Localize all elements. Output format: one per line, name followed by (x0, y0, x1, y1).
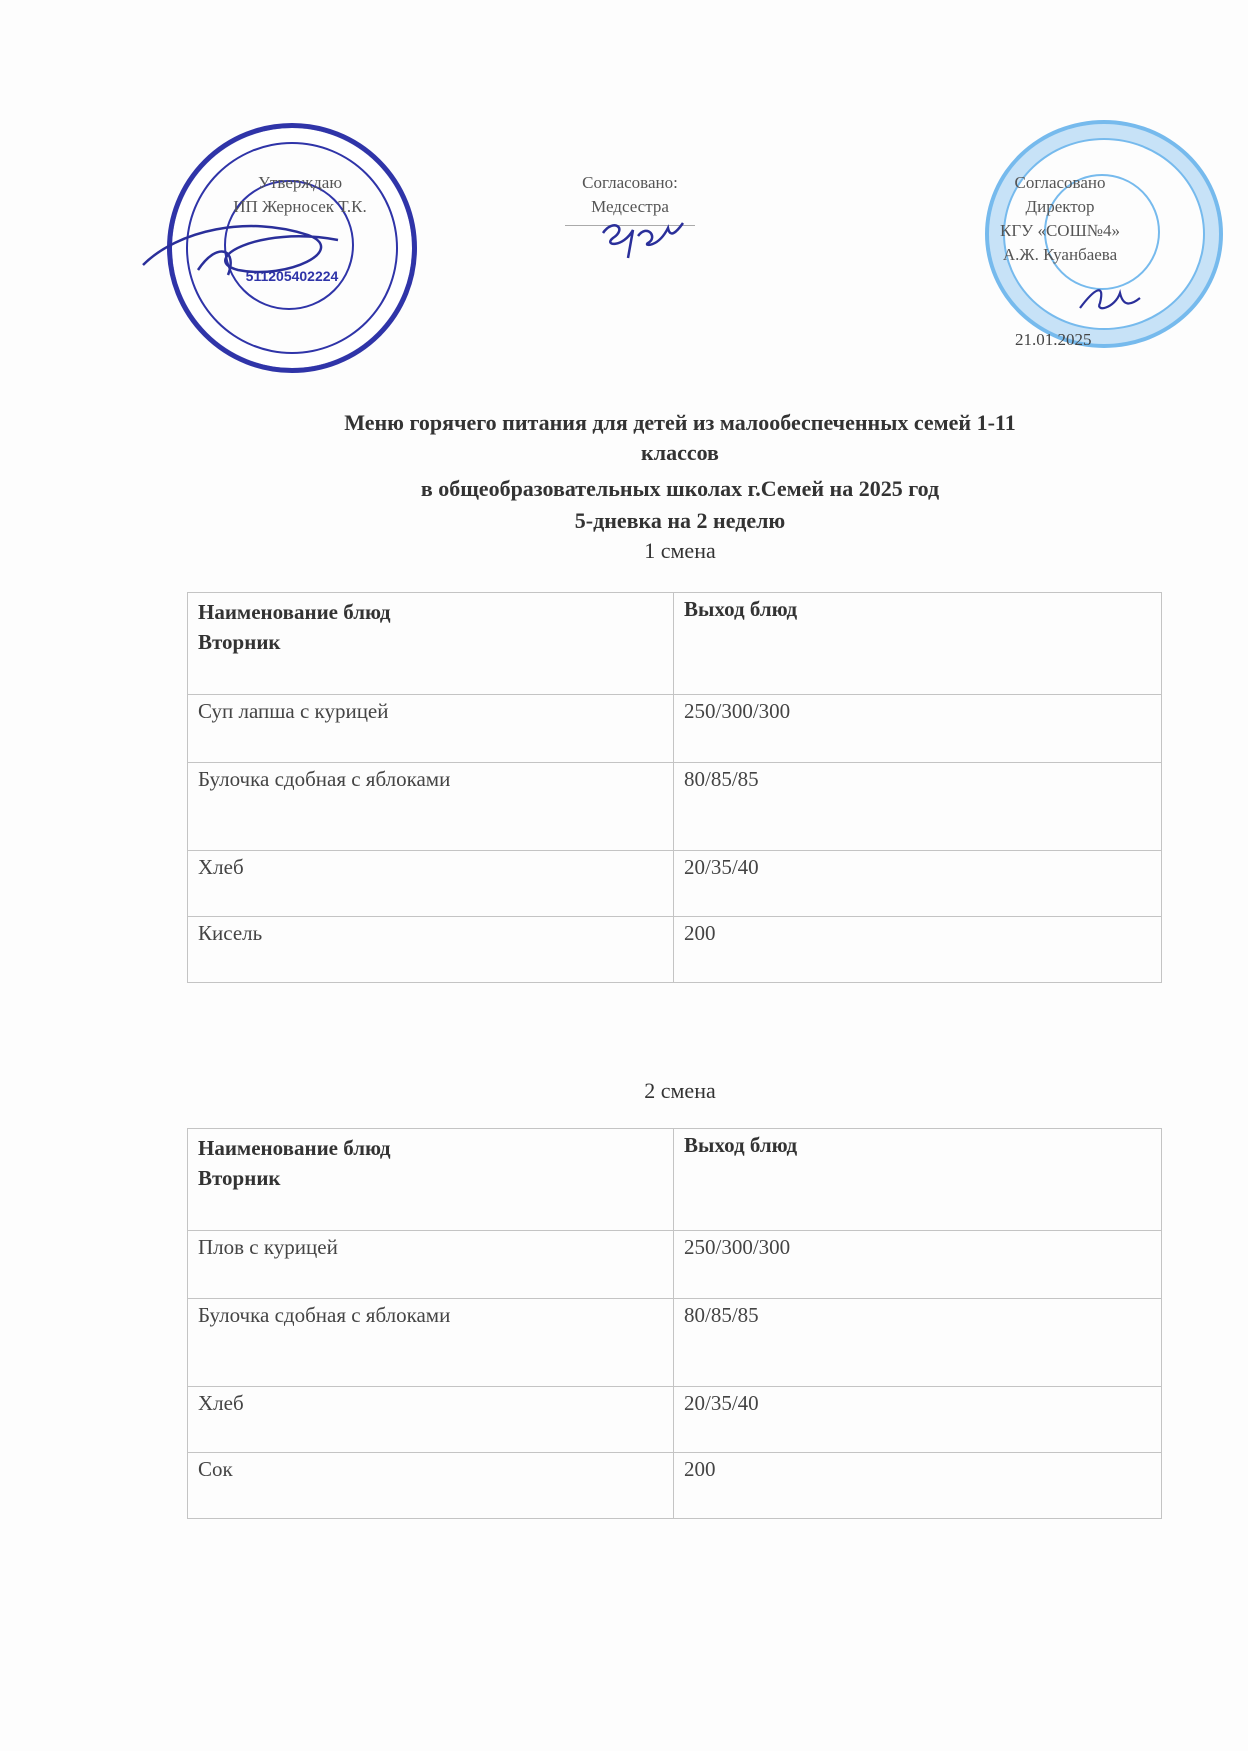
dish-name: Булочка сдобная с яблоками (188, 1299, 674, 1387)
table-row (188, 1453, 1162, 1519)
table-row (188, 917, 1162, 983)
shift-2-label: 2 смена (644, 1078, 716, 1103)
dish-name-header (188, 1129, 674, 1231)
approval-block-right (960, 171, 1160, 267)
table-row (188, 851, 1162, 917)
approval-signer: А.Ж. Куанбаева (1002, 245, 1118, 264)
signature-right (1075, 278, 1145, 318)
dish-name: Сок (188, 1453, 674, 1519)
dish-name: Хлеб (188, 1387, 674, 1453)
header-day-label: Вторник (198, 1166, 281, 1190)
approval-heading: Согласовано (1014, 173, 1106, 192)
table-row (188, 1299, 1162, 1387)
table-row (188, 763, 1162, 851)
table-row (188, 1387, 1162, 1453)
dish-name: Суп лапша с курицей (188, 695, 674, 763)
shift-1-label: 1 смена (644, 538, 716, 563)
document-title-line-3: в общеобразовательных школах г.Семей на 2025 год (420, 476, 940, 501)
dish-yield-header: Выход блюд (674, 593, 1162, 695)
dish-yield: 20/35/40 (674, 1387, 1162, 1453)
dish-name: Кисель (188, 917, 674, 983)
document-title-line-1: Меню горячего питания для детей из малообеспеченных семей 1-11 (344, 410, 1016, 435)
dish-yield: 250/300/300 (674, 1231, 1162, 1299)
dish-yield: 250/300/300 (674, 695, 1162, 763)
document-title-line-4: 5-дневка на 2 неделю (574, 508, 786, 533)
approval-signer: Медсестра (591, 197, 669, 216)
header-name-label: Наименование блюд (198, 1136, 391, 1160)
header-day-label: Вторник (198, 630, 281, 654)
approval-date: 21.01.2025 (1015, 330, 1092, 349)
signature-middle (598, 208, 688, 268)
table-row (188, 1231, 1162, 1299)
dish-yield: 200 (674, 917, 1162, 983)
dish-name: Булочка сдобная с яблоками (188, 763, 674, 851)
shift-1-menu-table (187, 592, 1162, 983)
approval-heading: Согласовано: (582, 173, 678, 192)
table-row (188, 695, 1162, 763)
approval-heading: Утверждаю (257, 173, 343, 192)
signature-left (138, 210, 368, 290)
dish-name: Плов с курицей (188, 1231, 674, 1299)
document-title-line-2: классов (641, 440, 719, 465)
dish-yield: 80/85/85 (674, 1299, 1162, 1387)
header-name-label: Наименование блюд (198, 600, 391, 624)
dish-name-header (188, 593, 674, 695)
table-header-row (188, 1129, 1162, 1231)
dish-name: Хлеб (188, 851, 674, 917)
approval-organization: КГУ «СОШ№4» (1000, 221, 1120, 240)
dish-yield: 200 (674, 1453, 1162, 1519)
table-header-row (188, 593, 1162, 695)
shift-2-menu-table (187, 1128, 1162, 1519)
dish-yield: 80/85/85 (674, 763, 1162, 851)
approval-signer: ИП Жерносек Т.К. (233, 197, 367, 216)
dish-yield: 20/35/40 (674, 851, 1162, 917)
dish-yield-header: Выход блюд (674, 1129, 1162, 1231)
approval-position: Директор (1025, 197, 1095, 216)
stamp-number: 511205402224 (245, 268, 339, 284)
